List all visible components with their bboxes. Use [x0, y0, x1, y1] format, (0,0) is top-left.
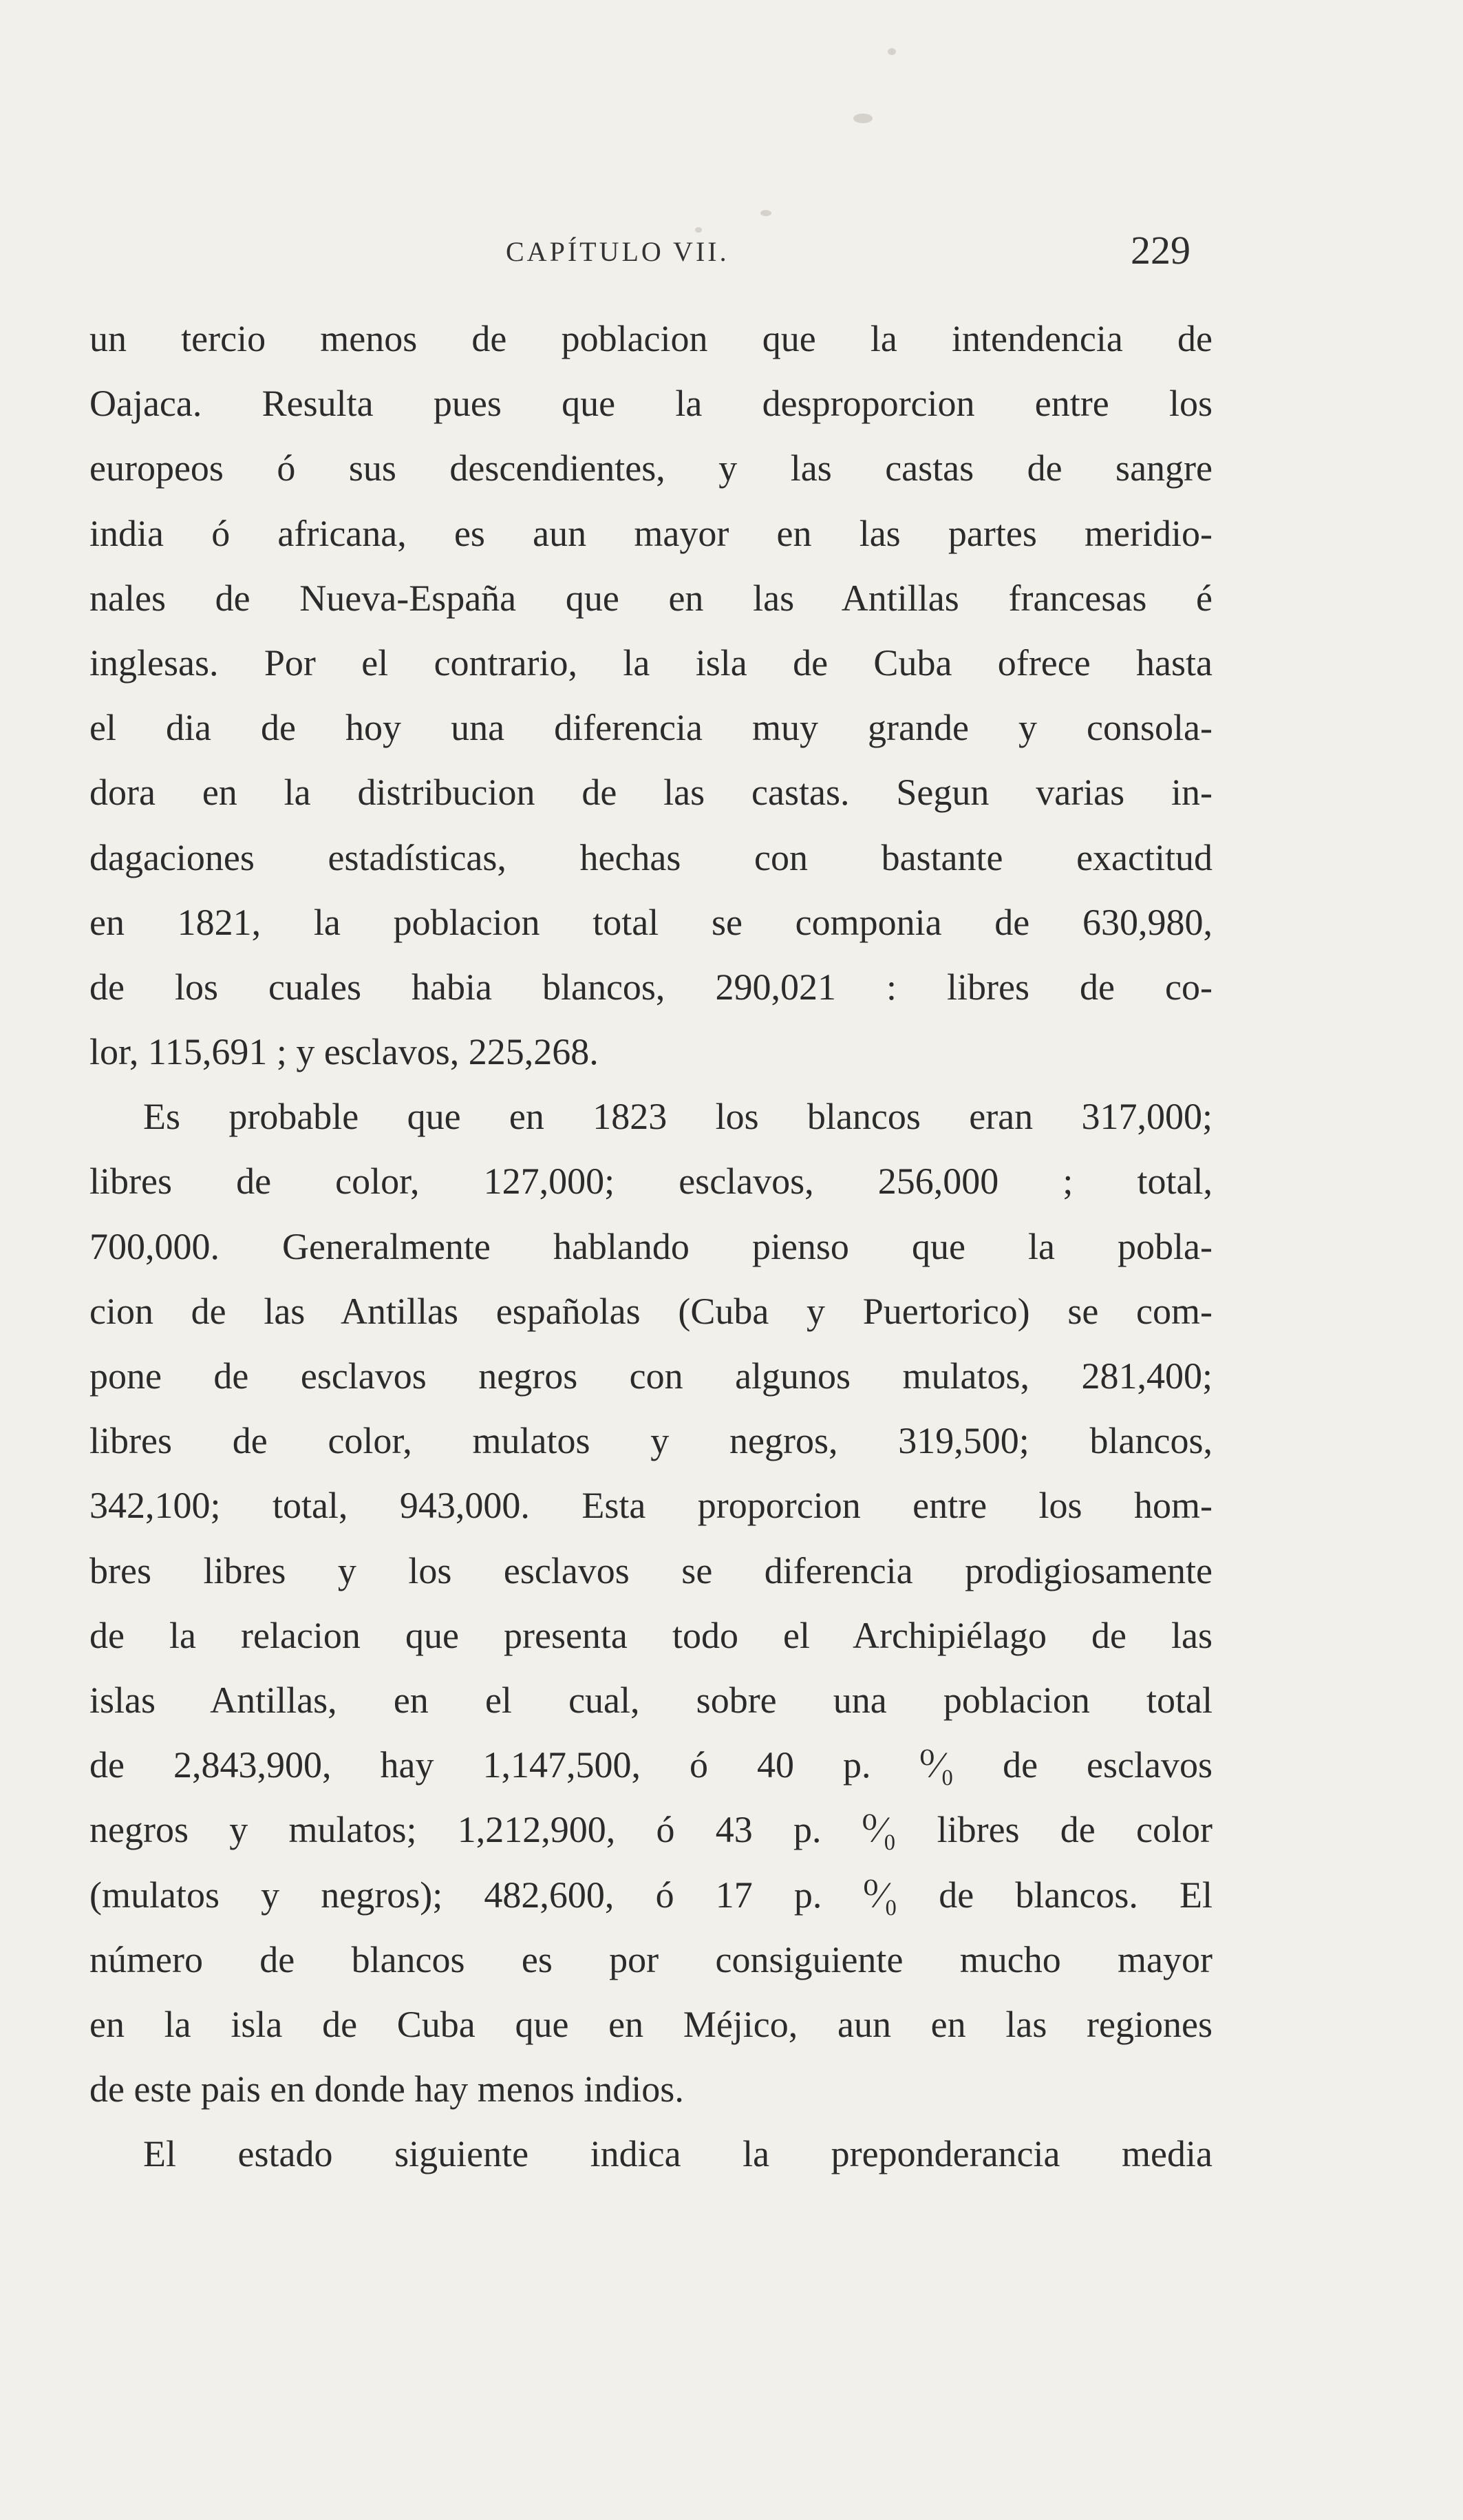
text-line: libres de color, 127,000; esclavos, 256,000 ; total, — [89, 1161, 1213, 1203]
text-line: el dia de hoy una diferencia muy grande y consola- — [89, 707, 1213, 749]
paper-stain — [760, 210, 771, 216]
text-line: pone de esclavos negros con algunos mulatos, 281,400; — [89, 1355, 1213, 1397]
text-line: en 1821, la poblacion total se componia de 630,980, — [89, 901, 1213, 943]
text-line: lor, 115,691 ; y esclavos, 225,268. — [89, 1031, 599, 1073]
text-line: de los cuales habia blancos, 290,021 : libres de co- — [89, 966, 1213, 1008]
text-line: india ó africana, es aun mayor en las partes meridio- — [89, 512, 1213, 554]
text-line: un tercio menos de poblacion que la intendencia de — [89, 318, 1213, 359]
text-line: número de blancos es por consiguiente mucho mayor — [89, 1938, 1213, 1980]
text-line: 342,100; total, 943,000. Esta proporcion entre los hom- — [89, 1485, 1213, 1527]
body-text — [89, 306, 1213, 2186]
text-line: cion de las Antillas españolas (Cuba y Puertorico) se com- — [89, 1290, 1213, 1332]
text-line: de este pais en donde hay menos indios. — [89, 2068, 684, 2110]
text-line: bres libres y los esclavos se diferencia prodigiosamente — [89, 1549, 1213, 1591]
paragraph-start-line: El estado siguiente indica la preponderancia media — [143, 2133, 1213, 2175]
text-line: de 2,843,900, hay 1,147,500, ó 40 p. ⁰⁄₀ de esclavos — [89, 1744, 1213, 1786]
paper-stain — [853, 114, 873, 123]
paper-stain — [888, 48, 896, 55]
text-line: nales de Nueva-España que en las Antillas francesas é — [89, 577, 1213, 619]
text-line: dora en la distribucion de las castas. Segun varias in- — [89, 772, 1213, 814]
text-line: islas Antillas, en el cual, sobre una poblacion total — [89, 1679, 1213, 1721]
text-line: 700,000. Generalmente hablando pienso que la pobla- — [89, 1225, 1213, 1267]
text-line: de la relacion que presenta todo el Archipiélago de las — [89, 1614, 1213, 1656]
running-title: CAPÍTULO VII. — [506, 236, 729, 267]
text-line: dagaciones estadísticas, hechas con bastante exactitud — [89, 836, 1213, 878]
text-line: negros y mulatos; 1,212,900, ó 43 p. ⁰⁄₀ libres de color — [89, 1809, 1213, 1851]
text-line: Oajaca. Resulta pues que la desproporcion entre los — [89, 383, 1213, 425]
paragraph-start-line: Es probable que en 1823 los blancos eran 317,000; — [143, 1096, 1213, 1138]
text-line: europeos ó sus descendientes, y las castas de sangre — [89, 447, 1213, 489]
text-line: inglesas. Por el contrario, la isla de Cuba ofrece hasta — [89, 642, 1213, 684]
page-number: 229 — [1131, 228, 1190, 273]
text-line: en la isla de Cuba que en Méjico, aun en las regiones — [89, 2003, 1213, 2045]
page-header — [89, 227, 1190, 282]
text-line: libres de color, mulatos y negros, 319,500; blancos, — [89, 1420, 1213, 1462]
text-line: (mulatos y negros); 482,600, ó 17 p. ⁰⁄₀ de blancos. El — [89, 1874, 1213, 1916]
